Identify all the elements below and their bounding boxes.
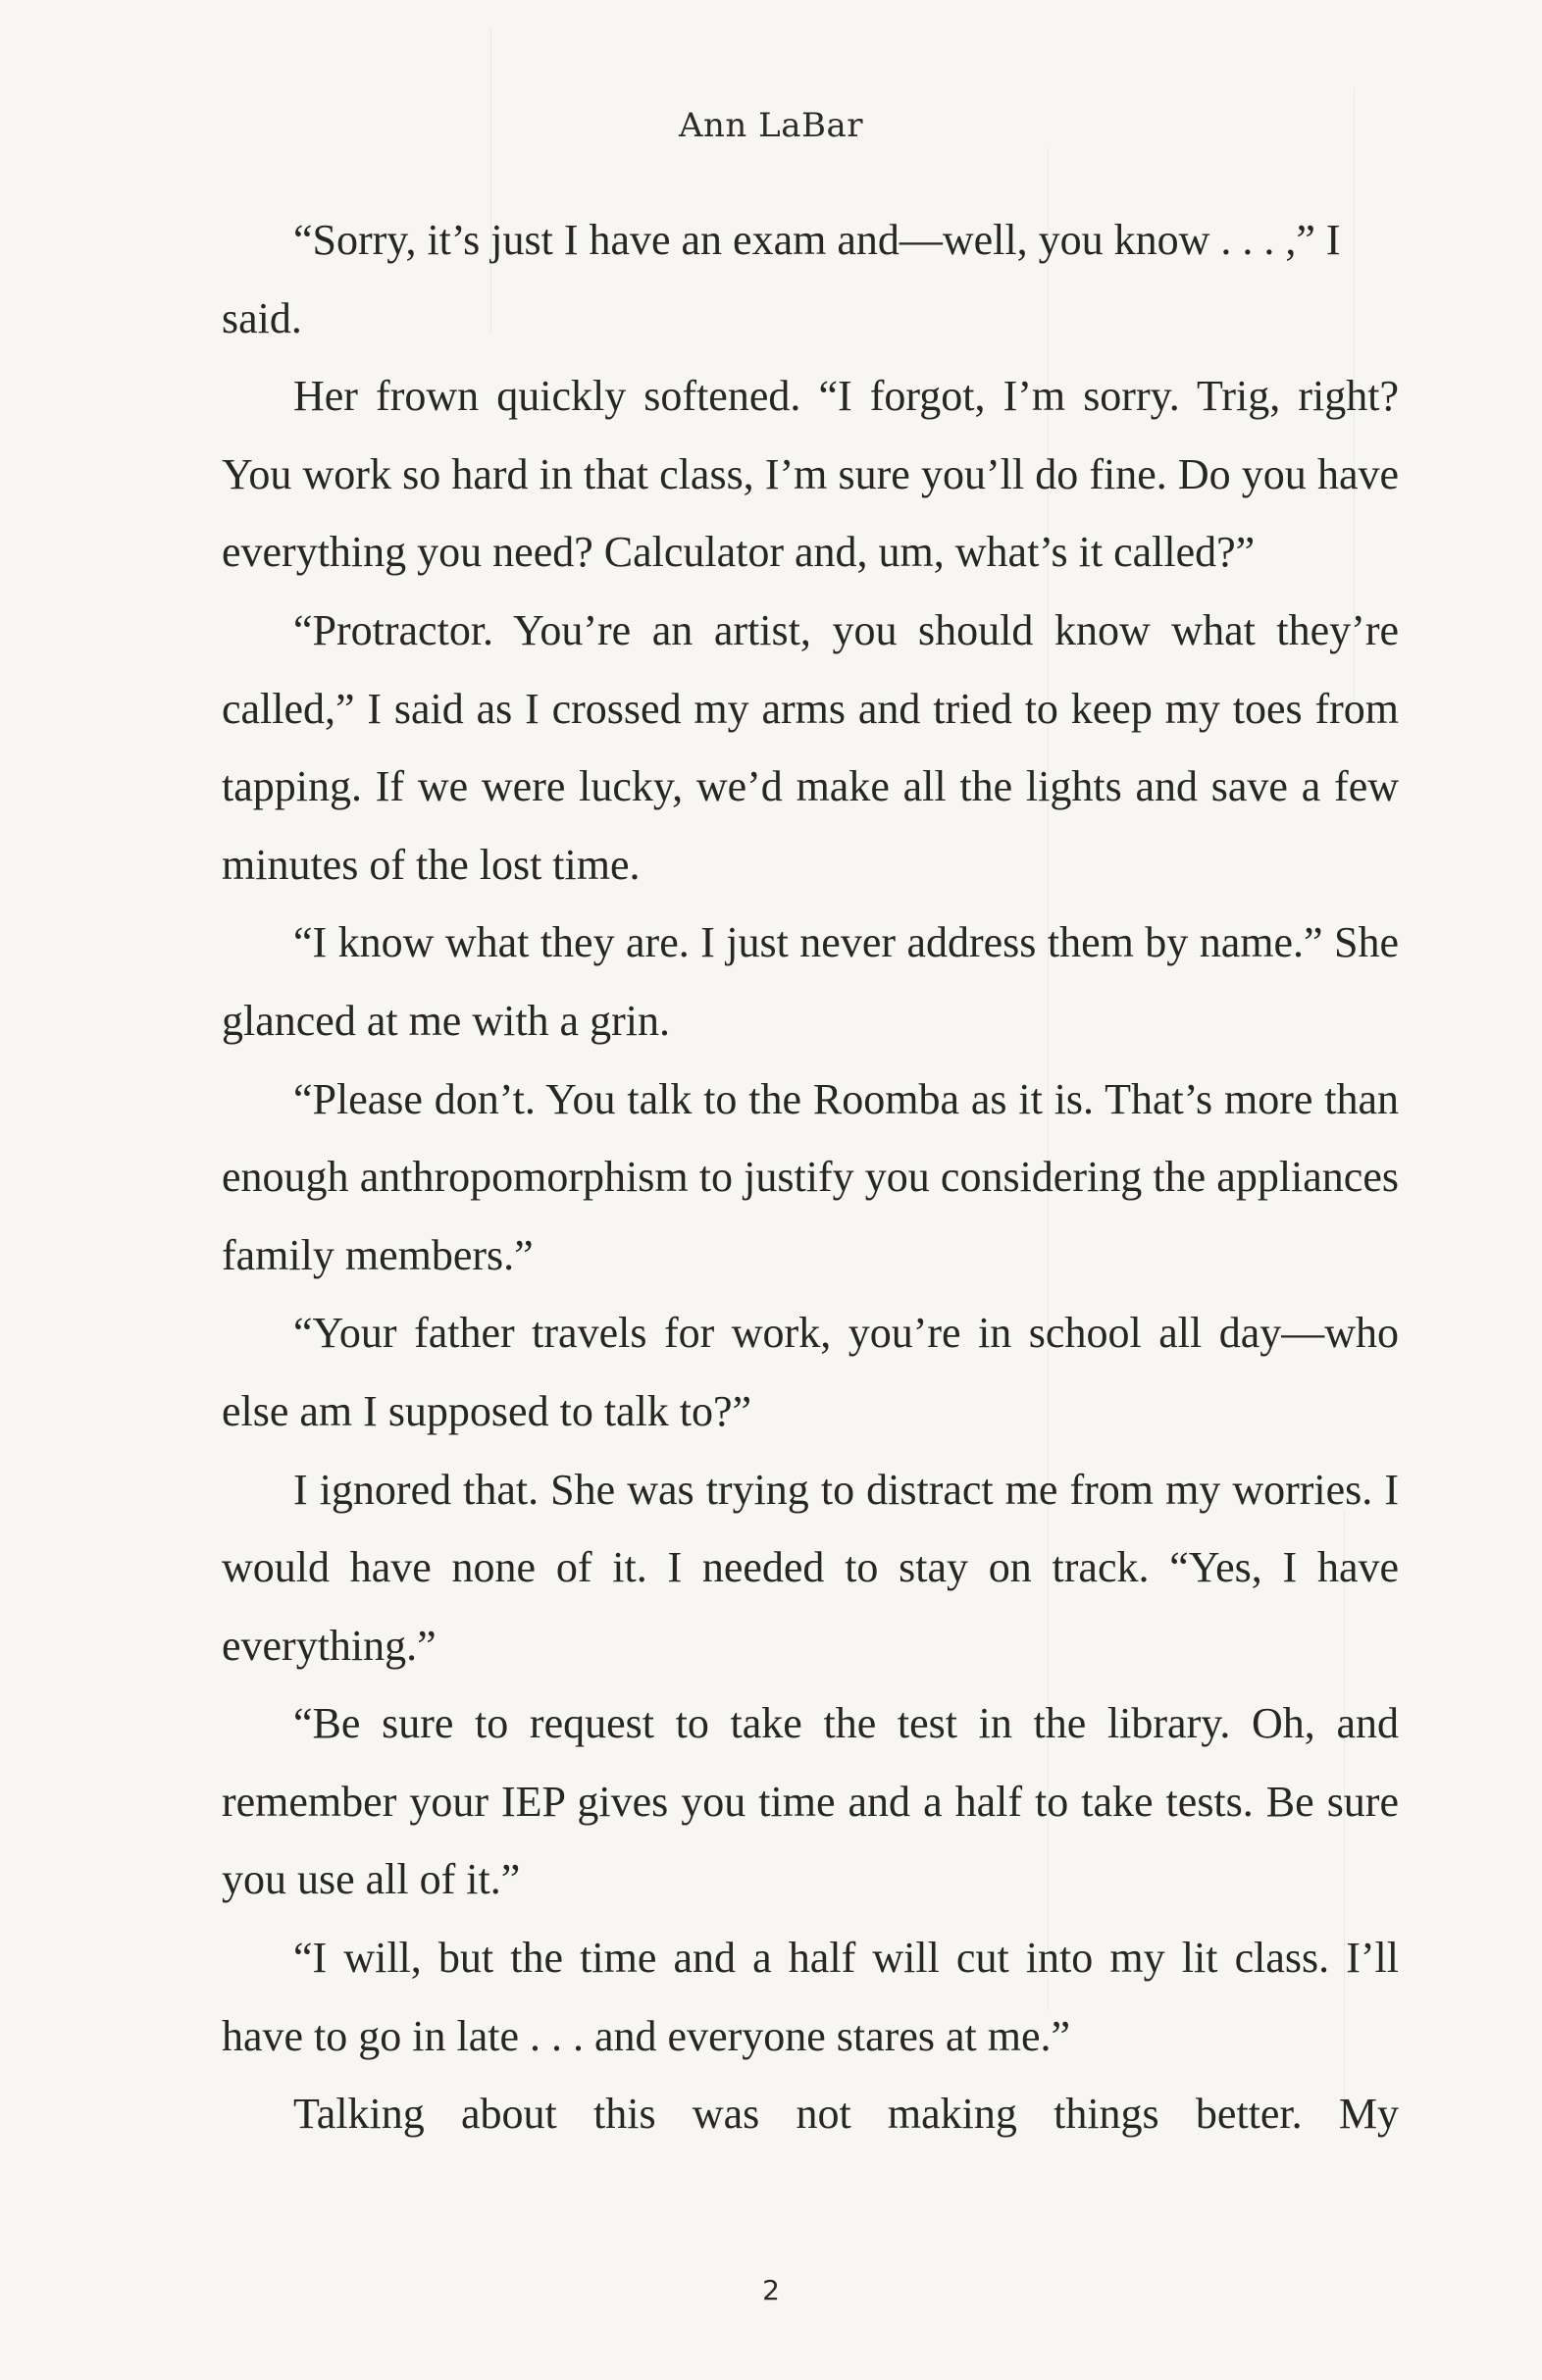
body-text — [222, 201, 1399, 2153]
paragraph: Her frown quickly softened. “I forgot, I’m sorry. Trig, right? You work so hard in that class, I’m sure you’ll do fine. Do you have everything you need? Calculator and, um, what’s it called?” — [222, 372, 1399, 577]
paragraph: “I know what they are. I just never address them by name.” She glanced at me with a grin. — [222, 918, 1399, 1045]
paragraph: Talking about this was not making things better. My — [293, 2090, 1399, 2139]
page-number: 2 — [762, 2274, 780, 2306]
paragraph: “Be sure to request to take the test in the library. Oh, and remember your IEP gives you time and a half to take tests. Be sure you use all of it.” — [222, 1699, 1399, 1904]
running-head: Ann LaBar — [678, 106, 863, 145]
paragraph: I ignored that. She was trying to distract me from my worries. I would have none of it. I needed to stay on track. “Yes, I have everything.” — [222, 1465, 1399, 1670]
paragraph: “Sorry, it’s just I have an exam and—well, you know . . . ,” I said. — [222, 216, 1341, 342]
paragraph: “Protractor. You’re an artist, you should know what they’re called,” I said as I crossed my arms and tried to keep my toes from tapping. If we were lucky, we’d make all the lights and save a few minutes of the lost time. — [222, 605, 1399, 889]
paragraph: “Please don’t. You talk to the Roomba as it is. That’s more than enough anthropomorphism to justify you considering the appliances family members.” — [222, 1074, 1399, 1279]
paragraph: “Your father travels for work, you’re in school all day—who else am I supposed to talk to?” — [222, 1309, 1399, 1435]
paragraph: “I will, but the time and a half will cut into my lit class. I’ll have to go in late . . . and everyone stares at me.” — [222, 1934, 1399, 2060]
